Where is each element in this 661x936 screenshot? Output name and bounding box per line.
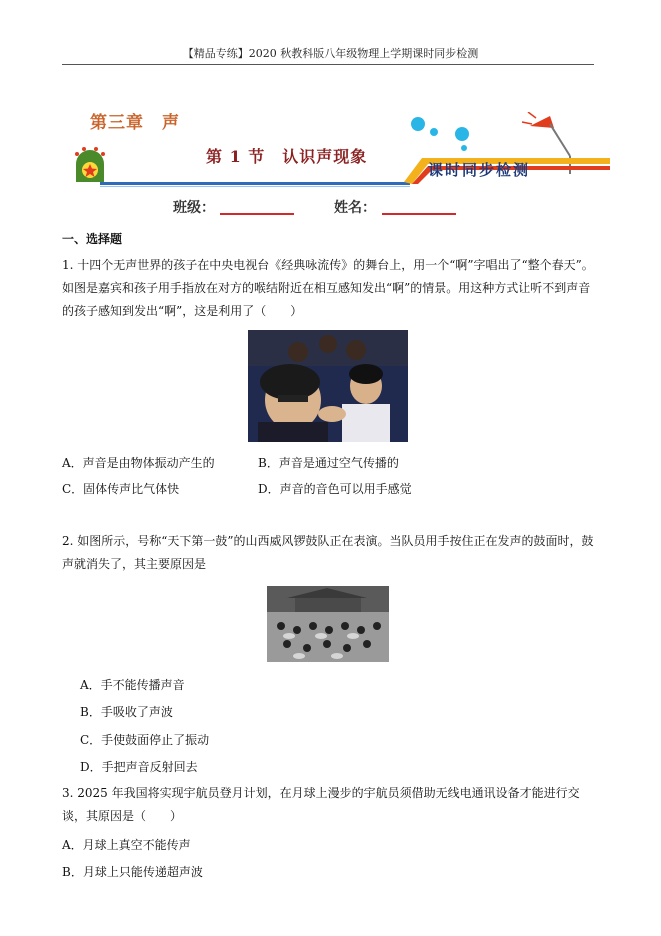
question-1-text: 1. 十四个无声世界的孩子在中央电视台《经典咏流传》的舞台上，用一个“啊”字唱出了“整个春天”。如图是嘉宾和孩子用手指放在对方的喉结附近在相互感知发出“啊”的情景。用这种方式让听不到声音的孩子感知到发出“啊”，这是利用了（ ） — [62, 258, 594, 318]
star-badge-icon — [72, 146, 108, 182]
question-1-option-b[interactable]: B．声音是通过空气传播的 — [258, 456, 399, 470]
question-2-photo — [267, 586, 389, 662]
class-label: 班级： — [173, 200, 215, 216]
header-rule — [62, 64, 594, 65]
part-title: 一、选择题 — [62, 232, 123, 246]
banner-rule — [100, 182, 410, 185]
chapter-title: 第三章 声 — [90, 113, 180, 133]
question-1-option-c[interactable]: C．固体传声比气体快 — [62, 482, 180, 496]
question-1-photo — [248, 330, 408, 442]
question-2-option-c[interactable]: C．手使鼓面停止了振动 — [80, 733, 210, 747]
name-label: 姓名： — [334, 200, 376, 216]
question-2-option-d[interactable]: D．手把声音反射回去 — [80, 760, 198, 774]
question-3-option-a[interactable]: A．月球上真空不能传声 — [62, 838, 191, 852]
class-blank[interactable] — [220, 213, 294, 215]
banner-rule-thin — [100, 186, 410, 187]
section-title: 第 1 节 认识声现象 — [206, 147, 368, 166]
question-2-option-a[interactable]: A．手不能传播声音 — [80, 678, 185, 692]
question-1-option-a[interactable]: A．声音是由物体振动产生的 — [62, 456, 215, 470]
question-1-option-d[interactable]: D．声音的音色可以用手感觉 — [258, 482, 412, 496]
page-header: 【精品专练】2020 秋教科版八年级物理上学期课时同步检测 — [182, 47, 479, 60]
question-2-option-b[interactable]: B．手吸收了声波 — [80, 705, 173, 719]
question-3-text: 3. 2025 年我国将实现宇航员登月计划，在月球上漫步的宇航员须借助无线电通讯设备才能进行交谈，其原因是（ ） — [62, 786, 580, 823]
question-3-option-b[interactable]: B．月球上只能传递超声波 — [62, 865, 203, 879]
question-2-text: 2. 如图所示，号称“天下第一鼓”的山西威风锣鼓队正在表演。当队员用手按住正在发声的鼓面时，鼓声就消失了，其主要原因是 — [62, 534, 594, 571]
banner-tag: 课时同步检测 — [428, 161, 531, 179]
name-blank[interactable] — [382, 213, 456, 215]
